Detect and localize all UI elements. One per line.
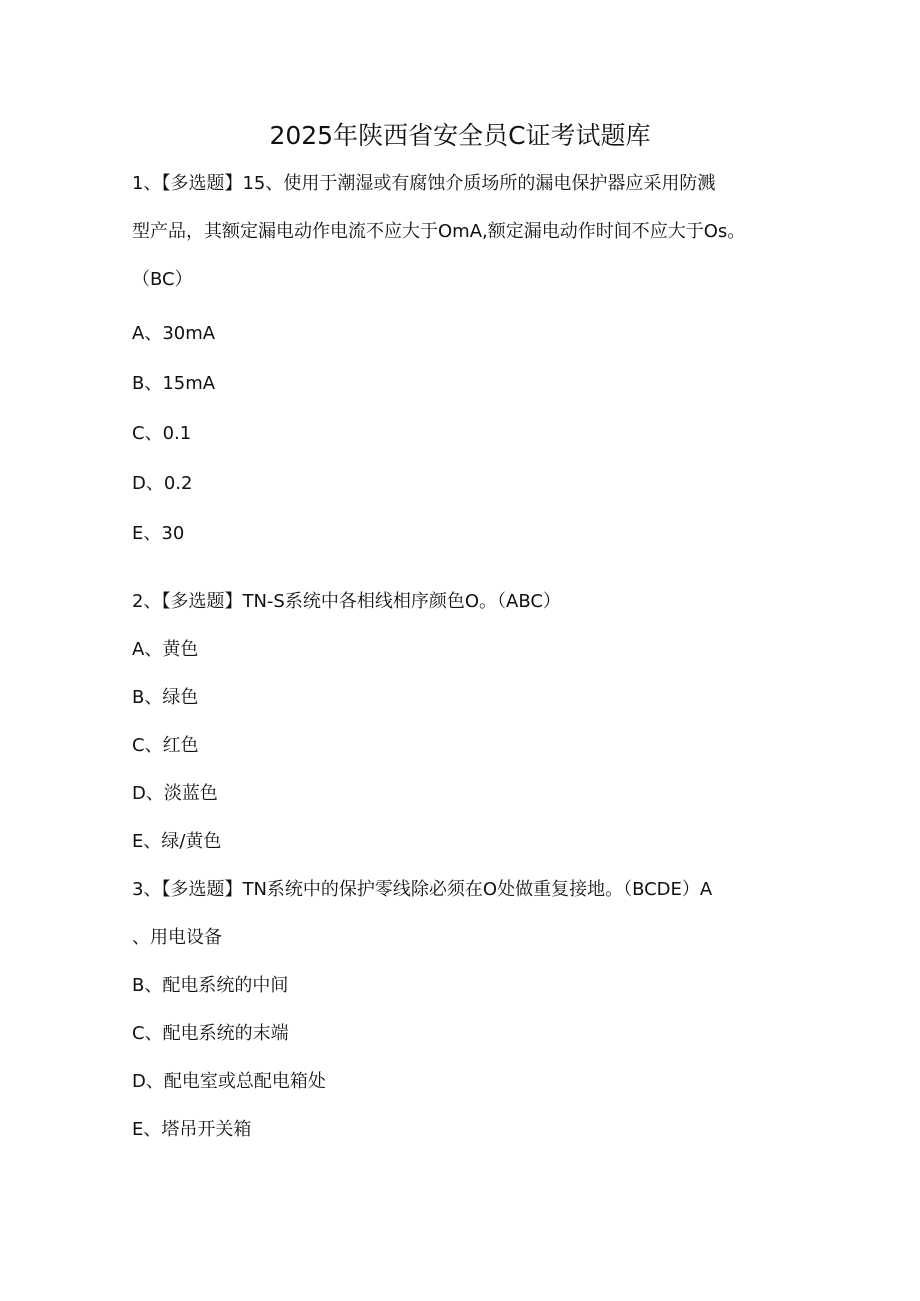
question-1-option-b: B、15mA — [132, 373, 216, 394]
question-1-option-c: C、0.1 — [132, 423, 192, 444]
question-1-stem-line-1: 1、【多选题】15、使用于潮湿或有腐蚀介质场所的漏电保护器应采用防溅 — [132, 173, 716, 194]
question-2-option-d: D、淡蓝色 — [132, 783, 218, 804]
question-1-option-e: E、30 — [132, 523, 185, 544]
question-2-option-a: A、黄色 — [132, 639, 199, 660]
question-2-option-c: C、红色 — [132, 735, 199, 756]
question-1-option-d: D、0.2 — [132, 473, 193, 494]
question-3-stem-line-1: 3、【多选题】TN系统中的保护零线除必须在O处做重复接地。（BCDE）A — [132, 879, 713, 900]
question-1-stem-line-3: （BC） — [132, 269, 193, 290]
question-3-option-d: D、配电室或总配电箱处 — [132, 1071, 326, 1092]
document-title: 2025年陕西省安全员C证考试题库 — [269, 121, 651, 150]
question-2-option-b: B、绿色 — [132, 687, 199, 708]
question-1-option-a: A、30mA — [132, 323, 216, 344]
question-3-option-b: B、配电系统的中间 — [132, 975, 289, 996]
question-3-stem-line-2: 、用电设备 — [132, 927, 222, 948]
question-3-option-c: C、配电系统的末端 — [132, 1023, 289, 1044]
question-2-option-e: E、绿/黄色 — [132, 831, 222, 852]
question-1-stem-line-2: 型产品，其额定漏电动作电流不应大于OmA,额定漏电动作时间不应大于Os。 — [132, 221, 746, 242]
question-2-stem-line-1: 2、【多选题】TN-S系统中各相线相序颜色O。（ABC） — [132, 591, 561, 612]
question-3-option-e: E、塔吊开关箱 — [132, 1119, 252, 1140]
